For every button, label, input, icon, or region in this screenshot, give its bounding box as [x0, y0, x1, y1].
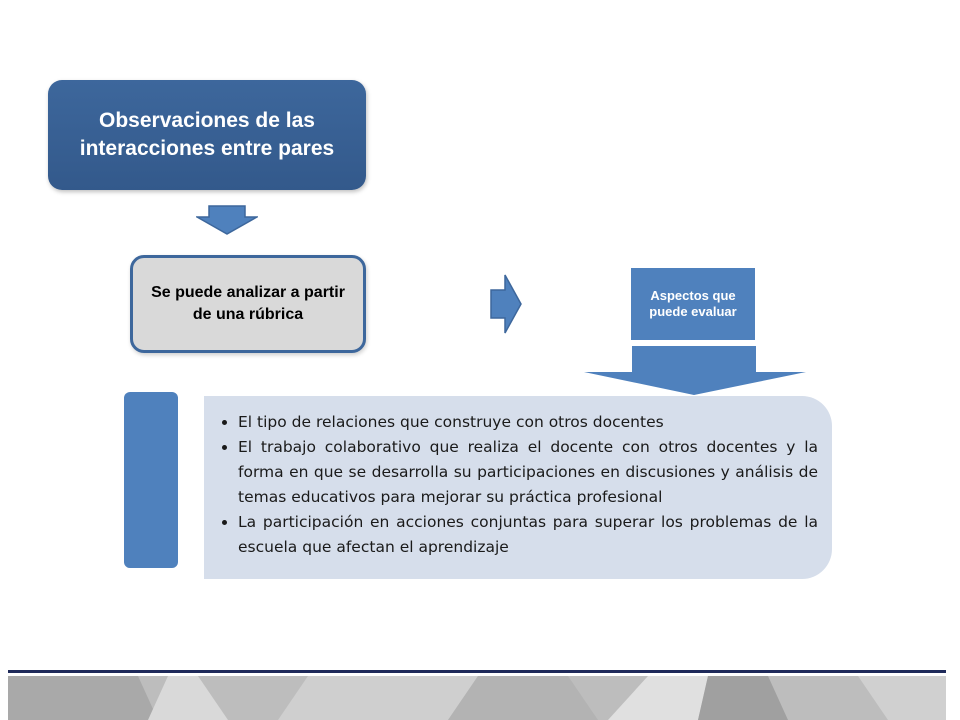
- footer-band: [8, 676, 946, 720]
- big-arrow-down-icon: [582, 346, 808, 396]
- arrow-right-icon: [490, 273, 522, 335]
- observaciones-box: [48, 80, 366, 190]
- list-item: • La participación en acciones conjuntas para superar los problemas de la escuela que afectan el aprendizaje: [238, 510, 818, 560]
- aspects-list: [216, 410, 818, 560]
- aspectos-label: Aspectos que puede evaluar: [649, 288, 737, 319]
- aspectos-box: [631, 268, 755, 340]
- aspects-list-panel: [204, 396, 832, 579]
- rubrica-label: Se puede analizar a partir de una rúbrica: [151, 284, 345, 323]
- list-item: • El trabajo colaborativo que realiza el docente con otros docentes y la forma en que se desarrolla su participaciones en discusiones y análisis de temas educativos para mejorar su práctica profesional: [238, 435, 818, 510]
- arrow-down-icon: [196, 205, 258, 235]
- observaciones-label: Observaciones de las interacciones entre pares: [79, 109, 335, 160]
- footer-line: [8, 670, 946, 673]
- rubrica-box: [130, 255, 366, 353]
- list-item: • El tipo de relaciones que construye con otros docentes: [238, 410, 818, 435]
- side-bar: [124, 392, 178, 568]
- footer-pattern: [8, 676, 946, 720]
